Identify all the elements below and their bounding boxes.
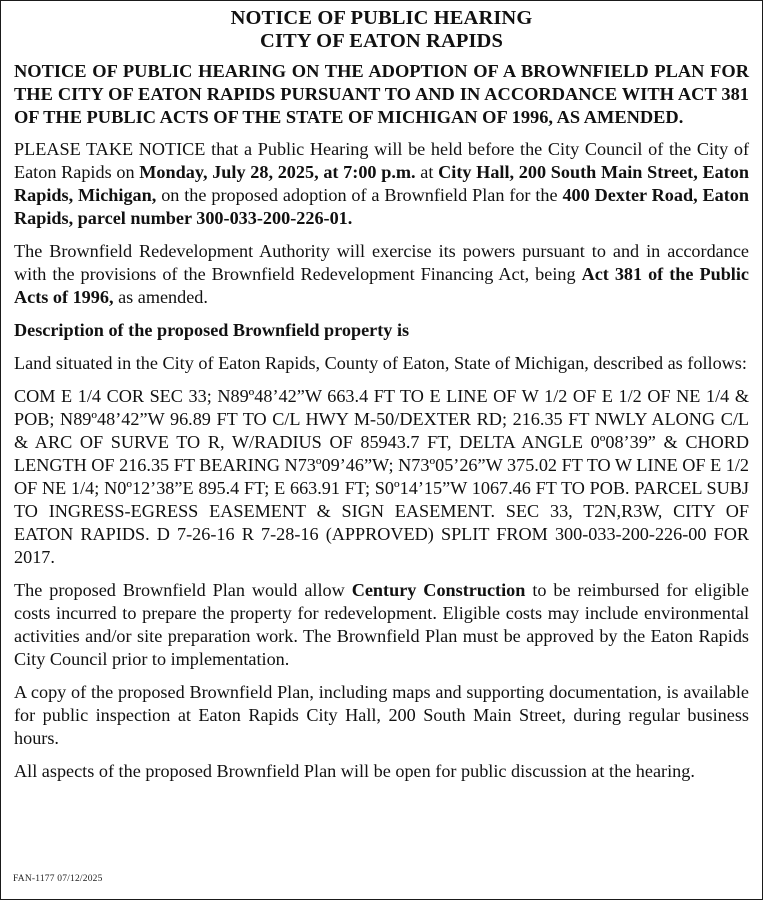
plan-text-2: to be reimbursed for eligible costs incurred to prepare the property for redevelopment. Eligible costs may include environmental activities and/or site preparation work. The Brownfield Plan must be approved by the Eaton Rapids City Council prior to implementation. — [14, 580, 750, 669]
hearing-text-1: PLEASE TAKE NOTICE that a Public Hearing will be held before the City Council of the City of Eaton Rapids on — [14, 139, 749, 182]
notice-title: NOTICE OF PUBLIC HEARING — [230, 7, 533, 29]
land-intro: Land situated in the City of Eaton Rapids, County of Eaton, State of Michigan, described as follows: — [14, 353, 747, 373]
notice-subtitle: CITY OF EATON RAPIDS — [260, 30, 503, 52]
authority-paragraph — [14, 240, 749, 309]
footer-code: FAN-1177 07/12/2025 — [13, 874, 103, 884]
notice-intro: NOTICE OF PUBLIC HEARING ON THE ADOPTION OF A BROWNFIELD PLAN FOR THE CITY OF EATON RAPIDS PURSUANT TO AND IN ACCORDANCE WITH ACT 381 OF THE PUBLIC ACTS OF THE STATE OF MICHIGAN OF 1996, AS AMENDED. — [14, 61, 749, 127]
hearing-date: Monday, July 28, 2025, at 7:00 p.m. — [139, 162, 416, 182]
hearing-text-2: at — [415, 162, 439, 182]
plan-paragraph — [14, 579, 749, 671]
copy-paragraph: A copy of the proposed Brownfield Plan, including maps and supporting documentation, is available for public inspection at Eaton Rapids City Hall, 200 South Main Street, during regular business hours. — [14, 682, 749, 748]
hearing-paragraph — [14, 138, 749, 230]
hearing-text-3: on the proposed adoption of a Brownfield Plan for the — [156, 185, 563, 205]
authority-text-1: The Brownfield Redevelopment Authority will exercise its powers pursuant to and in accordance with the provisions of the Brownfield Redevelopment Financing Act, being — [14, 241, 749, 284]
hearing-location: City Hall, 200 South Main Street, Eaton Rapids, Michigan, — [14, 162, 749, 205]
hearing-parcel: 400 Dexter Road, Eaton Rapids, parcel number 300-033-200-226-01. — [14, 185, 749, 228]
authority-act: Act 381 of the Public Acts of 1996, — [14, 264, 749, 307]
legal-description: COM E 1/4 COR SEC 33; N89º48’42”W 663.4 FT TO E LINE OF W 1/2 OF E 1/2 OF NE 1/4 & POB; N89º48’42”W 96.89 FT TO C/L HWY M-50/DEXTER RD; 216.35 FT NWLY ALONG C/L & ARC OF SURVE TO R, W/RADIUS OF 85943.7 FT, DELTA ANGLE 0º08’39” & CHORD LENGTH OF 216.35 FT BEARING N73º09’46”W; N73º05’26”W 375.02 FT TO W LINE OF E 1/2 OF NE 1/4; N0º12’38”E 895.4 FT; E 663.91 FT; S0º14’15”W 1067.46 FT TO POB. PARCEL SUBJ TO INGRESS-EGRESS EASEMENT & SIGN EASEMENT. SEC 33, T2N,R3W, CITY OF EATON RAPIDS. D 7-26-16 R 7-28-16 (APPROVED) SPLIT FROM 300-033-200-226-00 FOR 2017. — [14, 386, 749, 567]
notice-header — [14, 7, 749, 53]
plan-text-1: The proposed Brownfield Plan would allow — [14, 580, 352, 600]
closing-paragraph: All aspects of the proposed Brownfield Plan will be open for public discussion at the hearing. — [14, 761, 695, 781]
authority-text-2: as amended. — [113, 287, 208, 307]
plan-company: Century Construction — [351, 580, 526, 600]
description-heading: Description of the proposed Brownfield property is — [14, 320, 410, 340]
